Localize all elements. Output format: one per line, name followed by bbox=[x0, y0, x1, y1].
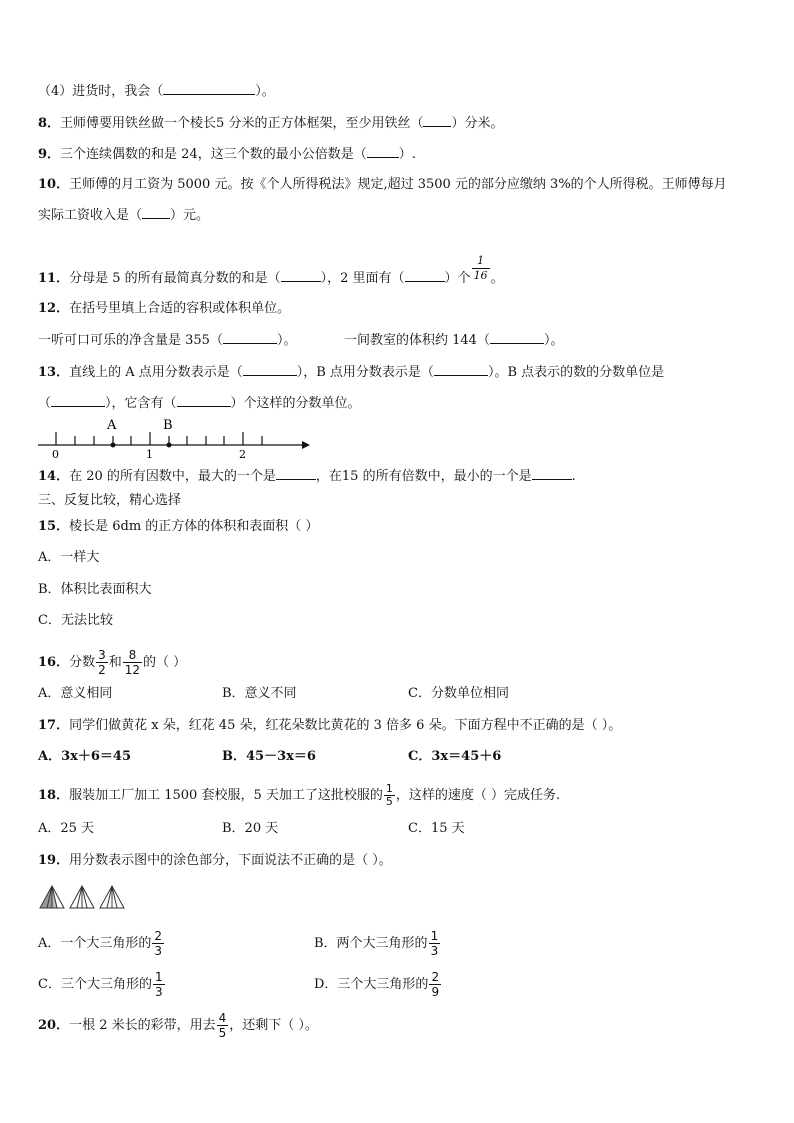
question-18: 18．服装加工厂加工 1500 套校服，5 天加工了这批校服的 $\frac{1}{5}$ ，这样的速度（ ）完成任务. bbox=[38, 782, 561, 808]
question-12: 12．在括号里填上合适的容积或体积单位。 bbox=[38, 301, 291, 316]
fraction: $\frac{1}{5}$ bbox=[385, 782, 393, 808]
answer-blank[interactable] bbox=[163, 82, 255, 95]
fraction: $\frac{8}{12}$ bbox=[124, 648, 141, 677]
fraction: $\frac{1}{16}$ bbox=[473, 254, 488, 282]
option-a[interactable]: A．一个大三角形的 $\frac{2}{3}$ bbox=[38, 929, 163, 958]
option-a[interactable]: A．意义相同 bbox=[38, 686, 113, 701]
fraction: $\frac{2}{9}$ bbox=[431, 970, 440, 999]
section-title: 三、反复比较，精心选择 bbox=[38, 493, 182, 508]
question-14: 14．在 20 的所有因数中，最大的一个是 ，在15 的所有倍数中，最小的一个是 . bbox=[38, 469, 576, 484]
answer-blank[interactable] bbox=[142, 206, 170, 219]
arrow-icon bbox=[302, 441, 310, 449]
triangles-figure bbox=[38, 884, 132, 910]
answer-blank[interactable] bbox=[367, 145, 399, 158]
option-b[interactable]: B．两个大三角形的 $\frac{1}{3}$ bbox=[314, 929, 439, 958]
fraction: $\frac{1}{3}$ bbox=[154, 970, 163, 999]
question-13: 13．直线上的 A 点用分数表示是（ ），B 点用分数表示是（ ）。B 点表示的数的分数单位是 bbox=[38, 365, 665, 380]
answer-blank[interactable] bbox=[532, 467, 572, 480]
number-line bbox=[34, 414, 324, 462]
option-b[interactable]: B．体积比表面积大 bbox=[38, 582, 152, 597]
tick-label-0: 0 bbox=[52, 448, 59, 461]
answer-blank[interactable] bbox=[423, 114, 451, 127]
answer-blank[interactable] bbox=[276, 467, 316, 480]
option-d[interactable]: D．三个大三角形的 $\frac{2}{9}$ bbox=[314, 970, 440, 999]
option-c[interactable]: C．15 天 bbox=[408, 821, 465, 836]
answer-blank[interactable] bbox=[177, 394, 231, 407]
option-a[interactable]: A．一样大 bbox=[38, 550, 100, 565]
answer-blank[interactable] bbox=[223, 331, 277, 344]
point-b bbox=[167, 443, 172, 448]
fraction: $\frac{1}{3}$ bbox=[430, 929, 439, 958]
fraction: $\frac{4}{5}$ bbox=[218, 1011, 227, 1040]
ticks bbox=[56, 432, 262, 445]
question-19: 19．用分数表示图中的涂色部分，下面说法不正确的是（ ）。 bbox=[38, 853, 392, 868]
option-c[interactable]: C．3x＝45＋6 bbox=[408, 749, 502, 764]
q4-line: （4）进货时，我会（ ）。 bbox=[38, 84, 275, 99]
option-b[interactable]: B．45－3x＝6 bbox=[222, 749, 316, 764]
answer-blank[interactable] bbox=[405, 269, 445, 282]
question-11: 11．分母是 5 的所有最简真分数的和是（ ），2 里面有（ ）个 $\frac{1}{16}$ 。 bbox=[38, 254, 504, 286]
fraction: $\frac{3}{2}$ bbox=[98, 648, 106, 677]
option-a[interactable]: A．25 天 bbox=[38, 821, 95, 836]
question-17: 17．同学们做黄花 x 朵，红花 45 朵，红花朵数比黄花的 3 倍多 6 朵。下面方程中不正确的是（ ）。 bbox=[38, 718, 622, 733]
question-9: 9．三个连续偶数的和是 24，这三个数的最小公倍数是（ ）. bbox=[38, 147, 416, 162]
point-a bbox=[111, 443, 116, 448]
question-20: 20．一根 2 米长的彩带，用去 $\frac{4}{5}$ ，还剩下（ ）。 bbox=[38, 1011, 318, 1040]
option-b[interactable]: B．20 天 bbox=[222, 821, 279, 836]
answer-blank[interactable] bbox=[243, 363, 297, 376]
tick-label-2: 2 bbox=[239, 448, 246, 461]
answer-blank[interactable] bbox=[434, 363, 488, 376]
question-13-line2: （ ），它含有（ ）个这样的分数单位。 bbox=[38, 396, 361, 411]
answer-blank[interactable] bbox=[51, 394, 105, 407]
option-c[interactable]: C．分数单位相同 bbox=[408, 686, 509, 701]
answer-blank[interactable] bbox=[281, 269, 321, 282]
question-8: 8．王师傅要用铁丝做一个棱长5 分米的正方体框架，至少用铁丝（ ）分米。 bbox=[38, 116, 504, 131]
answer-blank[interactable] bbox=[490, 331, 544, 344]
question-12-line2b: 一间教室的体积约 144（ ）。 bbox=[344, 333, 564, 348]
label-b: B bbox=[163, 418, 173, 433]
option-b[interactable]: B．意义不同 bbox=[222, 686, 297, 701]
option-c[interactable]: C．无法比较 bbox=[38, 613, 113, 628]
label-a: A bbox=[107, 418, 117, 433]
question-10: 10．王师傅的月工资为 5000 元。按《个人所得税法》规定,超过 3500 元的部分应缴纳 3%的个人所得税。王师傅每月 bbox=[38, 177, 727, 192]
option-c[interactable]: C．三个大三角形的 $\frac{1}{3}$ bbox=[38, 970, 163, 999]
option-a[interactable]: A．3x＋6＝45 bbox=[38, 749, 132, 764]
question-16: 16．分数 $\frac{3}{2}$ 和 $\frac{8}{12}$ 的（ ） bbox=[38, 648, 187, 677]
question-10-line2: 实际工资收入是（ ）元。 bbox=[38, 208, 210, 223]
tick-label-1: 1 bbox=[146, 448, 153, 461]
fraction: $\frac{2}{3}$ bbox=[154, 929, 163, 958]
question-12-line2: 一听可口可乐的净含量是 355（ ）。 bbox=[38, 333, 297, 348]
question-15: 15．棱长是 6dm 的正方体的体积和表面积（ ） bbox=[38, 519, 319, 534]
